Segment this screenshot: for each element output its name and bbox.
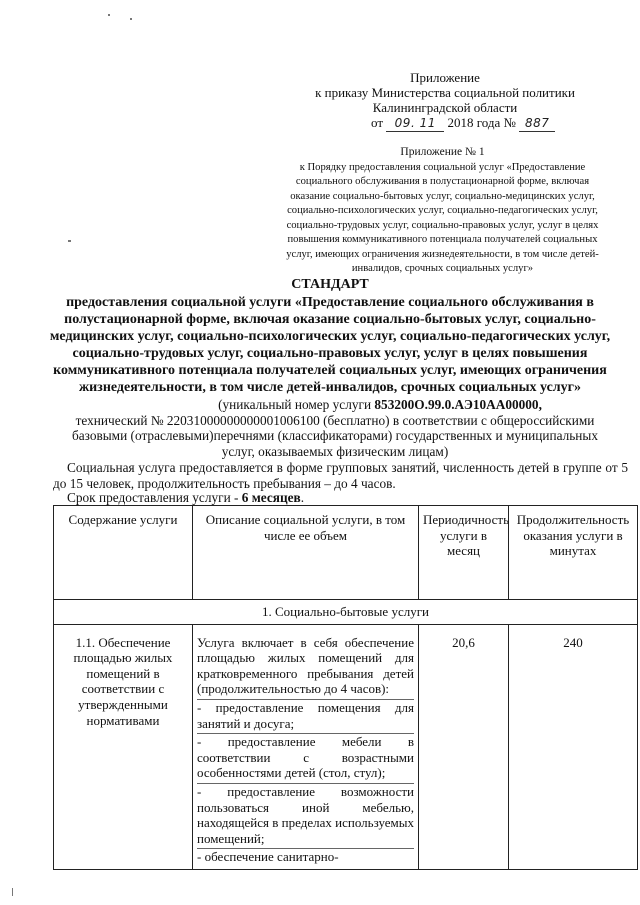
unique-number: 853200О.99.0.АЭ10АА00000,	[374, 397, 542, 412]
standard-title-line: предоставления социальной услуги «Предоставление социального обслуживания в	[66, 295, 594, 310]
technical-number-line: услуг, оказываемых физическим лицам)	[221, 443, 449, 459]
appendix-2-line: повышения коммуникативного потенциала получателей социальных	[287, 234, 598, 245]
appendix-2-line: оказание социально-бытовых услуг, социально-медицинских услуг,	[290, 190, 595, 202]
standard-title-block	[30, 276, 630, 396]
row-periodicity: 20,6	[419, 624, 509, 869]
description-line: - обеспечение санитарно-	[197, 848, 414, 865]
service-term-line	[67, 490, 467, 506]
term-suffix: .	[300, 490, 305, 505]
handwritten-date: 09. 11	[386, 116, 444, 132]
appendix-1-line: Калининградской области	[372, 100, 518, 115]
technical-number-line: базовыми (отраслевыми)перечнями (классификаторами) государственных и муниципальных	[71, 428, 599, 443]
appendix-2-line: социально-трудовых услуг, социально-правовых услуг, услуг в целях	[286, 219, 599, 231]
table-row	[54, 624, 638, 869]
unique-number-prefix: (уникальный номер услуги	[218, 397, 375, 412]
term-prefix: Срок предоставления услуги -	[67, 490, 242, 505]
appendix-2-line: социального обслуживания в полустационарной форме, включая	[295, 176, 590, 187]
header-description: Описание социальной услуги, в том числе ее объем	[193, 506, 419, 600]
appendix-1-line: к приказу Министерства социальной политики	[315, 85, 575, 100]
scan-speck	[68, 240, 71, 242]
standard-title-line: медицинских услуг, социально-психологических услуг, социально-педагогических услуг,	[49, 329, 611, 344]
scan-speck	[12, 888, 13, 896]
handwritten-number: 887	[519, 116, 555, 132]
appendix-1-block	[290, 70, 600, 132]
table-header-row	[54, 506, 638, 600]
row-description	[193, 624, 419, 869]
appendix-2-title: Приложение № 1	[400, 146, 485, 158]
appendix-2-line: инвалидов, срочных социальных услуг»	[351, 263, 534, 274]
standard-title: СТАНДАРТ	[291, 277, 369, 292]
table-section-row	[54, 600, 638, 625]
header-duration: Продолжительность оказания услуги в минутах	[509, 506, 638, 600]
technical-number-line: технический № 22031000000000001006100 (бесплатно) в соответствии с общероссийскими	[75, 412, 595, 428]
row-duration: 240	[509, 624, 638, 869]
date-prefix: от	[371, 115, 384, 130]
standard-title-line: социально-трудовых услуг, социально-правовых услуг, услуг в целях повышения	[72, 346, 588, 361]
year-text: 2018 года №	[447, 115, 516, 130]
section-title: 1. Социально-бытовые услуги	[54, 600, 638, 625]
term-value: 6 месяцев	[241, 490, 301, 505]
appendix-2-line: социально-психологических услуг, социально-педагогических услуг,	[287, 205, 598, 216]
unique-number-line	[40, 397, 630, 413]
standard-title-line: жизнедеятельности, в том числе детей-инвалидов, срочных социальных услуг»	[78, 380, 582, 395]
description-line: - предоставление возможности пользоваться иной мебелью, находящейся в пределах используемых помещений;	[197, 783, 414, 846]
appendix-2-line: к Порядку предоставления социальной услуг «Предоставление	[299, 161, 586, 173]
description-line: - предоставление помещения для занятий и досуга;	[197, 699, 414, 731]
service-standard-table	[53, 505, 638, 870]
description-line: Услуга включает в себя обеспечение площадью жилых помещений для кратковременного пребывания детей (продолжительностью до 4 часов):	[197, 634, 414, 697]
identifiers-block	[40, 397, 630, 459]
appendix-2-block	[255, 145, 630, 277]
appendix-2-line: услуг, имеющих ограничения жизнедеятельности, в том числе детей-	[286, 248, 599, 260]
scan-speck	[130, 18, 132, 20]
appendix-1-title: Приложение	[410, 70, 480, 85]
description-line: - предоставление мебели в соответствии с возрастными особенностями детей (стол, стул);	[197, 734, 414, 781]
header-content: Содержание услуги	[54, 506, 193, 600]
appendix-1-date-line	[290, 115, 600, 132]
header-periodicity: Периодичность услуги в месяц	[419, 506, 509, 600]
service-description-paragraph: Социальная услуга предоставляется в форме групповых занятий, численность детей в группе от 5 до 15 человек, продолжительность пребывания – до 4 часов.	[53, 460, 628, 491]
scan-speck	[108, 14, 110, 16]
row-content: 1.1. Обеспечение площадью жилых помещений в соответствии с утвержденными нормативами	[54, 624, 193, 869]
standard-title-line: коммуникативного потенциала получателей социальных услуг, имеющих ограничения	[53, 363, 607, 378]
standard-title-line: полустационарной форме, включая оказание социально-бытовых услуг, социально-	[64, 312, 596, 327]
